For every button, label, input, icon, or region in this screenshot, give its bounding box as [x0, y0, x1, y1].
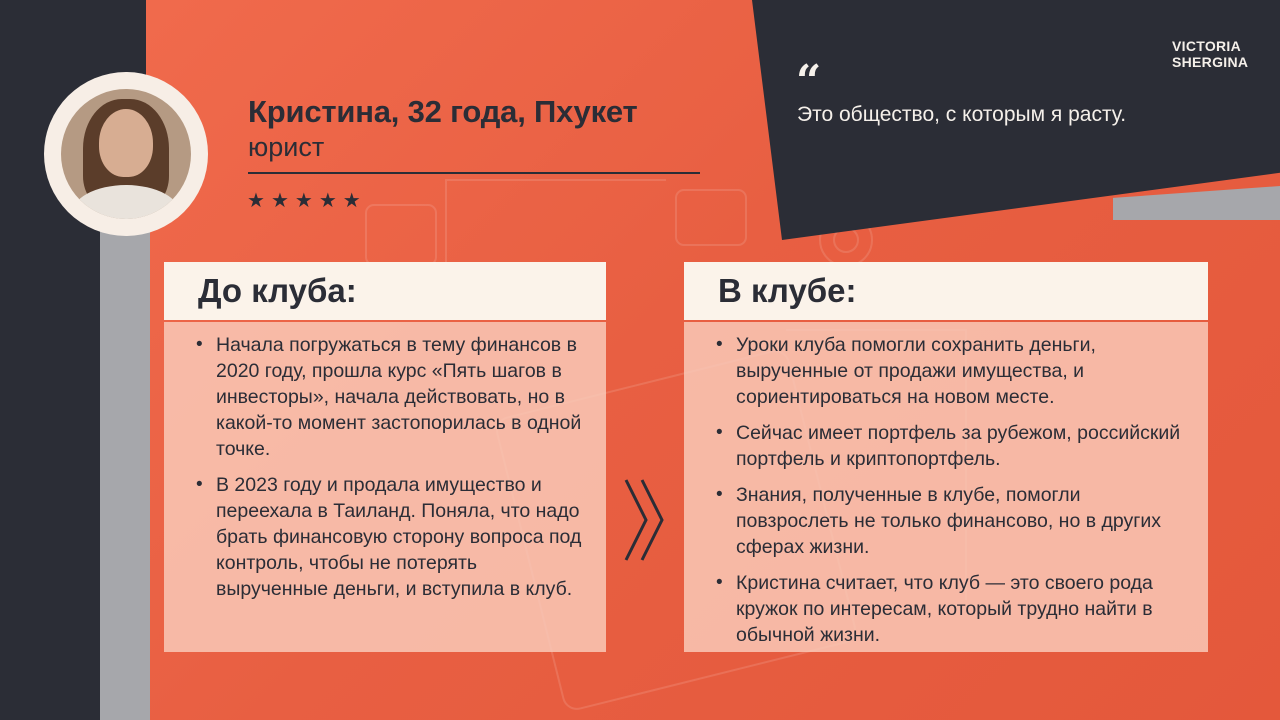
- after-card-body: [684, 322, 1208, 652]
- quote-text: Это общество, с которым я расту.: [797, 103, 1127, 126]
- after-title: В клубе:: [718, 272, 857, 309]
- before-list: [194, 332, 592, 602]
- after-list: [714, 332, 1194, 648]
- before-title: До клуба:: [198, 272, 357, 309]
- after-card-header: [684, 262, 1208, 320]
- star-icon: ★: [247, 188, 265, 212]
- divider: [248, 172, 700, 174]
- profile-name: Кристина, 32 года, Пхукет: [248, 94, 638, 129]
- profile-role: юрист: [248, 132, 325, 162]
- avatar: [44, 72, 208, 236]
- list-item: • Начала погружаться в тему финансов в 2020 году, прошла курс «Пять шагов в инвесторы», начала действовать, но в какой-то момент застопорилась в одной точке.: [194, 332, 592, 462]
- grey-accent-bar: [100, 200, 150, 720]
- rating-stars: [247, 190, 361, 210]
- star-icon: ★: [270, 188, 289, 212]
- before-card-body: [164, 322, 606, 652]
- list-item: • Кристина считает, что клуб — это своего рода кружок по интересам, который трудно найти в обычной жизни.: [714, 570, 1194, 648]
- list-item: • Сейчас имеет портфель за рубежом, российский портфель и криптопортфель.: [714, 420, 1194, 472]
- brand-logo: [1172, 38, 1252, 70]
- list-item: • В 2023 году и продала имущество и переехала в Таиланд. Поняла, что надо брать финансовую сторону вопроса под контроль, чтобы не потерять вырученные деньги, и вступила в клуб.: [194, 472, 592, 602]
- star-icon: ★: [318, 188, 337, 212]
- list-item: • Уроки клуба помогли сохранить деньги, вырученные от продажи имущества, и сориентироваться на новом месте.: [714, 332, 1194, 410]
- before-card-header: [164, 262, 606, 320]
- list-item: • Знания, полученные в клубе, помогли повзрослеть не только финансово, но в других сферах жизни.: [714, 482, 1194, 560]
- avatar-photo: [61, 89, 191, 219]
- star-icon: ★: [294, 188, 313, 212]
- brand-line-2: SHERGINA: [1172, 54, 1249, 70]
- star-icon: ★: [342, 188, 361, 212]
- double-chevron-right-icon: [618, 470, 672, 570]
- quote-icon: “: [796, 56, 822, 107]
- brand-line-1: VICTORIA: [1172, 38, 1242, 54]
